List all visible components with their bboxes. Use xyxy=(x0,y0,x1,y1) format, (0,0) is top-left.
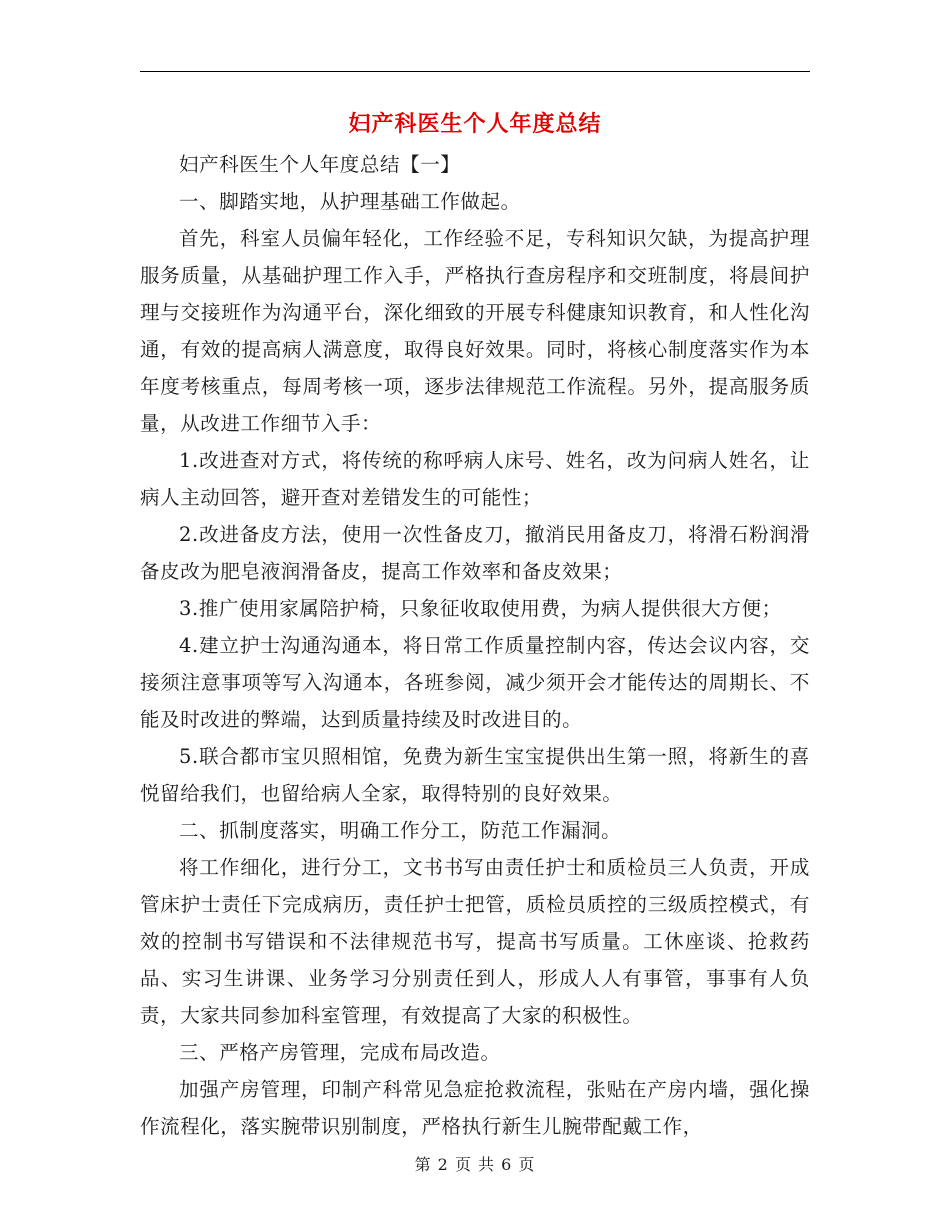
list-item: 1.改进查对方式，将传统的称呼病人床号、姓名，改为问病人姓名，让病人主动回答，避开查对差错发生的可能性； xyxy=(140,449,810,509)
document-body xyxy=(140,146,810,1145)
subheading: 一、脚踏实地，从护理基础工作做起。 xyxy=(179,190,521,213)
list-item: 5.联合都市宝贝照相馆，免费为新生宝宝提供出生第一照，将新生的喜悦留给我们，也留给病人全家，取得特别的良好效果。 xyxy=(140,745,810,805)
header-rule xyxy=(140,71,810,72)
list-item: 3.推广使用家属陪护椅，只象征收取使用费，为病人提供很大方便； xyxy=(179,597,782,620)
list-item: 4.建立护士沟通沟通本，将日常工作质量控制内容，传达会议内容，交接须注意事项等写入沟通本，各班参阅，减少须开会才能传达的周期长、不能及时改进的弊端，达到质量持续及时改进目的。 xyxy=(140,634,810,731)
page-footer: 第 2 页 共 6 页 xyxy=(414,1155,536,1174)
paragraph: 将工作细化，进行分工，文书书写由责任护士和质检员三人负责，开成管床护士责任下完成病历，责任护士把管，质检员质控的三级质控模式，有效的控制书写错误和不法律规范书写，提高书写质量。工休座谈、抢救药品、实习生讲课、业务学习分别责任到人，形成人人有事管，事事有人负责，大家共同参加科室管理，有效提高了大家的积极性。 xyxy=(140,856,810,1027)
paragraph: 加强产房管理，印制产科常见急症抢救流程，张贴在产房内墙，强化操作流程化，落实腕带识别制度，严格执行新生儿腕带配戴工作， xyxy=(140,1078,810,1138)
document-title: 妇产科医生个人年度总结 xyxy=(348,111,602,137)
list-item: 2.改进备皮方法，使用一次性备皮刀，撤消民用备皮刀，将滑石粉润滑备皮改为肥皂液润滑备皮，提高工作效率和备皮效果； xyxy=(140,523,810,583)
section-heading: 妇产科医生个人年度总结【一】 xyxy=(179,153,461,176)
subheading: 三、严格产房管理，完成布局改造。 xyxy=(179,1041,501,1064)
subheading: 二、抓制度落实，明确工作分工，防范工作漏洞。 xyxy=(179,819,622,842)
paragraph: 首先，科室人员偏年轻化，工作经验不足，专科知识欠缺，为提高护理服务质量，从基础护理工作入手，严格执行查房程序和交班制度，将晨间护理与交接班作为沟通平台，深化细致的开展专科健康知识教育，和人性化沟通，有效的提高病人满意度，取得良好效果。同时，将核心制度落实作为本年度考核重点，每周考核一项，逐步法律规范工作流程。另外，提高服务质量，从改进工作细节入手： xyxy=(140,227,810,435)
